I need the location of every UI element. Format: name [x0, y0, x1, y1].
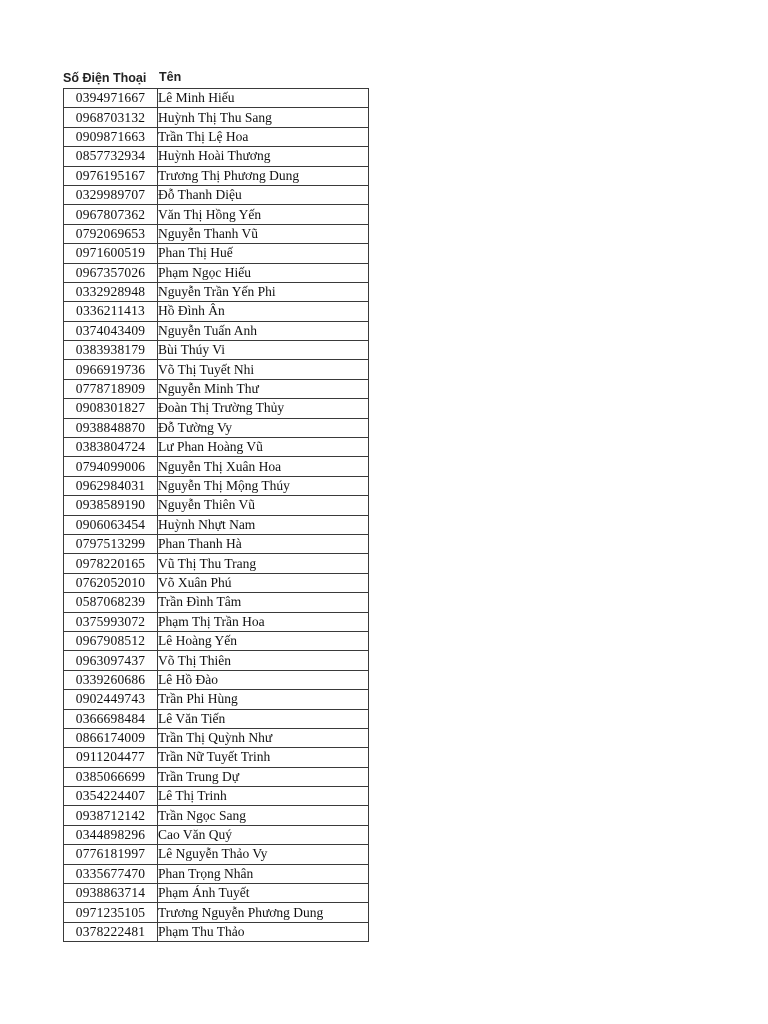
- name-cell: Nguyễn Minh Thư: [158, 379, 369, 398]
- name-cell: Nguyễn Tuấn Anh: [158, 321, 369, 340]
- table-header: [63, 68, 373, 88]
- phone-cell: 0778718909: [64, 379, 158, 398]
- header-phone: Số Điện Thoại: [63, 71, 147, 85]
- phone-cell: 0963097437: [64, 651, 158, 670]
- name-cell: Trần Ngọc Sang: [158, 806, 369, 825]
- name-cell: Phan Thị Huế: [158, 244, 369, 263]
- name-cell: Đỗ Tường Vy: [158, 418, 369, 437]
- phone-cell: 0968703132: [64, 108, 158, 127]
- name-cell: Phạm Ngọc Hiếu: [158, 263, 369, 282]
- table-row: [64, 864, 369, 883]
- name-cell: Phạm Ánh Tuyết: [158, 884, 369, 903]
- table-row: [64, 224, 369, 243]
- table-row: [64, 496, 369, 515]
- name-cell: Nguyễn Thiên Vũ: [158, 496, 369, 515]
- name-cell: Lê Hồ Đào: [158, 670, 369, 689]
- contacts-table: [63, 88, 369, 942]
- name-cell: Cao Văn Quý: [158, 825, 369, 844]
- name-cell: Trần Đình Tâm: [158, 593, 369, 612]
- phone-cell: 0857732934: [64, 147, 158, 166]
- table-row: [64, 438, 369, 457]
- phone-cell: 0866174009: [64, 728, 158, 747]
- table-row: [64, 457, 369, 476]
- phone-cell: 0776181997: [64, 845, 158, 864]
- phone-cell: 0329989707: [64, 185, 158, 204]
- table-row: [64, 263, 369, 282]
- name-cell: Vũ Thị Thu Trang: [158, 554, 369, 573]
- table-row: [64, 341, 369, 360]
- name-cell: Trần Trung Dự: [158, 767, 369, 786]
- phone-cell: 0967807362: [64, 205, 158, 224]
- phone-cell: 0385066699: [64, 767, 158, 786]
- phone-cell: 0366698484: [64, 709, 158, 728]
- name-cell: Lư Phan Hoàng Vũ: [158, 438, 369, 457]
- name-cell: Trương Nguyễn Phương Dung: [158, 903, 369, 922]
- table-row: [64, 651, 369, 670]
- name-cell: Lê Nguyễn Thảo Vy: [158, 845, 369, 864]
- name-cell: Trần Phi Hùng: [158, 690, 369, 709]
- table-row: [64, 360, 369, 379]
- table-row: [64, 205, 369, 224]
- table-row: [64, 554, 369, 573]
- table-row: [64, 806, 369, 825]
- phone-cell: 0971600519: [64, 244, 158, 263]
- phone-cell: 0938712142: [64, 806, 158, 825]
- name-cell: Đỗ Thanh Diệu: [158, 185, 369, 204]
- name-cell: Phan Trọng Nhân: [158, 864, 369, 883]
- phone-cell: 0976195167: [64, 166, 158, 185]
- table-row: [64, 845, 369, 864]
- phone-cell: 0962984031: [64, 476, 158, 495]
- table-row: [64, 127, 369, 146]
- name-cell: Bùi Thúy Vi: [158, 341, 369, 360]
- table-row: [64, 884, 369, 903]
- table-row: [64, 302, 369, 321]
- phone-cell: 0378222481: [64, 922, 158, 941]
- table-row: [64, 108, 369, 127]
- name-cell: Phan Thanh Hà: [158, 534, 369, 553]
- name-cell: Trương Thị Phương Dung: [158, 166, 369, 185]
- phone-cell: 0967908512: [64, 631, 158, 650]
- phone-cell: 0394971667: [64, 89, 158, 108]
- phone-cell: 0344898296: [64, 825, 158, 844]
- table-row: [64, 185, 369, 204]
- table-row: [64, 593, 369, 612]
- phone-cell: 0587068239: [64, 593, 158, 612]
- table-row: [64, 728, 369, 747]
- phone-cell: 0902449743: [64, 690, 158, 709]
- table-row: [64, 670, 369, 689]
- phone-cell: 0792069653: [64, 224, 158, 243]
- name-cell: Nguyễn Thị Mộng Thúy: [158, 476, 369, 495]
- table-row: [64, 748, 369, 767]
- phone-cell: 0794099006: [64, 457, 158, 476]
- phone-cell: 0971235105: [64, 903, 158, 922]
- phone-cell: 0906063454: [64, 515, 158, 534]
- name-cell: Nguyễn Thanh Vũ: [158, 224, 369, 243]
- phone-cell: 0374043409: [64, 321, 158, 340]
- table-row: [64, 825, 369, 844]
- name-cell: Trần Thị Lệ Hoa: [158, 127, 369, 146]
- phone-cell: 0938863714: [64, 884, 158, 903]
- table-row: [64, 418, 369, 437]
- header-name: Tên: [159, 70, 182, 84]
- phone-cell: 0911204477: [64, 748, 158, 767]
- contacts-table-body: [64, 89, 369, 942]
- name-cell: Văn Thị Hồng Yến: [158, 205, 369, 224]
- table-row: [64, 534, 369, 553]
- name-cell: Huỳnh Thị Thu Sang: [158, 108, 369, 127]
- table-row: [64, 166, 369, 185]
- phone-cell: 0383938179: [64, 341, 158, 360]
- phone-cell: 0332928948: [64, 282, 158, 301]
- phone-cell: 0797513299: [64, 534, 158, 553]
- name-cell: Lê Thị Trinh: [158, 787, 369, 806]
- phone-cell: 0908301827: [64, 399, 158, 418]
- table-row: [64, 244, 369, 263]
- phone-cell: 0909871663: [64, 127, 158, 146]
- table-row: [64, 631, 369, 650]
- phone-cell: 0383804724: [64, 438, 158, 457]
- name-cell: Đoàn Thị Trường Thủy: [158, 399, 369, 418]
- table-row: [64, 399, 369, 418]
- name-cell: Võ Thị Thiên: [158, 651, 369, 670]
- phone-cell: 0336211413: [64, 302, 158, 321]
- phone-cell: 0335677470: [64, 864, 158, 883]
- table-row: [64, 147, 369, 166]
- name-cell: Hồ Đình Ân: [158, 302, 369, 321]
- phone-cell: 0354224407: [64, 787, 158, 806]
- table-row: [64, 922, 369, 941]
- table-row: [64, 573, 369, 592]
- phone-cell: 0967357026: [64, 263, 158, 282]
- table-row: [64, 612, 369, 631]
- table-row: [64, 476, 369, 495]
- phone-cell: 0938589190: [64, 496, 158, 515]
- phone-cell: 0339260686: [64, 670, 158, 689]
- name-cell: Phạm Thị Trần Hoa: [158, 612, 369, 631]
- name-cell: Nguyễn Trần Yến Phi: [158, 282, 369, 301]
- table-row: [64, 379, 369, 398]
- table-row: [64, 89, 369, 108]
- name-cell: Nguyễn Thị Xuân Hoa: [158, 457, 369, 476]
- phone-cell: 0375993072: [64, 612, 158, 631]
- phone-cell: 0762052010: [64, 573, 158, 592]
- name-cell: Phạm Thu Thảo: [158, 922, 369, 941]
- table-row: [64, 321, 369, 340]
- table-row: [64, 903, 369, 922]
- table-row: [64, 690, 369, 709]
- name-cell: Huỳnh Hoài Thương: [158, 147, 369, 166]
- table-row: [64, 282, 369, 301]
- name-cell: Võ Xuân Phú: [158, 573, 369, 592]
- name-cell: Trần Nữ Tuyết Trinh: [158, 748, 369, 767]
- name-cell: Lê Văn Tiến: [158, 709, 369, 728]
- phone-cell: 0966919736: [64, 360, 158, 379]
- phone-cell: 0938848870: [64, 418, 158, 437]
- name-cell: Trần Thị Quỳnh Như: [158, 728, 369, 747]
- table-row: [64, 767, 369, 786]
- name-cell: Võ Thị Tuyết Nhi: [158, 360, 369, 379]
- name-cell: Lê Minh Hiếu: [158, 89, 369, 108]
- table-row: [64, 515, 369, 534]
- name-cell: Lê Hoàng Yến: [158, 631, 369, 650]
- name-cell: Huỳnh Nhựt Nam: [158, 515, 369, 534]
- phone-cell: 0978220165: [64, 554, 158, 573]
- table-row: [64, 787, 369, 806]
- table-row: [64, 709, 369, 728]
